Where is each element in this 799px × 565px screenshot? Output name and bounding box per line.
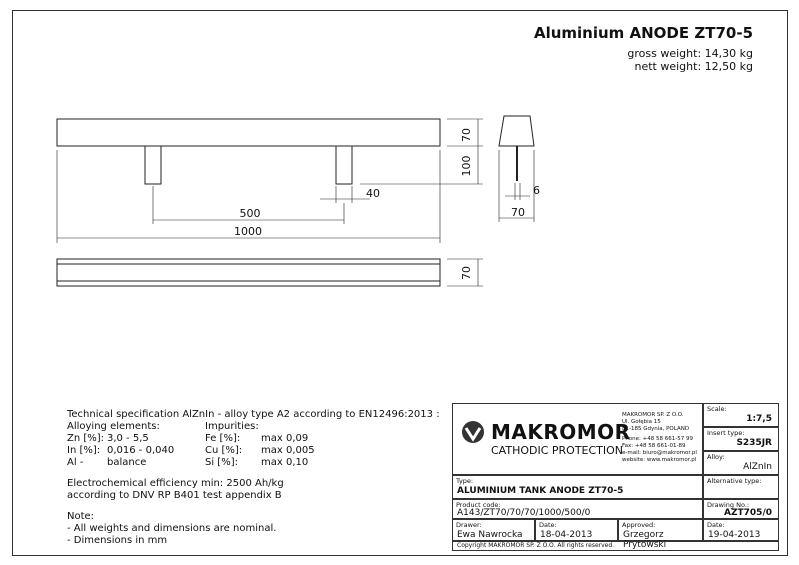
drawing-no-value: AZT705/0	[724, 508, 772, 518]
max: max 0,10	[261, 457, 309, 468]
scale-label: Scale:	[707, 405, 727, 413]
alloy-cell	[703, 451, 779, 475]
date2-value: 19-04-2013	[708, 530, 761, 540]
note-1: - All weights and dimensions are nominal.	[67, 523, 277, 534]
impurity: Cu [%]:	[205, 445, 243, 456]
alloy-value: AlZnIn	[743, 462, 772, 472]
spec-row	[67, 445, 447, 457]
date2-label: Date:	[707, 521, 725, 529]
company-tagline: CATHODIC PROTECTION	[491, 444, 624, 457]
address-line: e-mail: biuro@makromor.pl	[622, 450, 697, 456]
dim-500: 500	[239, 207, 261, 220]
scale-value: 1:7,5	[746, 414, 772, 424]
max: max 0,09	[261, 433, 309, 444]
insert-leg-right	[336, 146, 352, 184]
company-address	[622, 412, 697, 464]
element: Zn [%]:	[67, 433, 105, 444]
address-line: Fax: +48 58 661-01-89	[622, 443, 686, 449]
drawer-cell	[452, 519, 535, 541]
logo-cell	[452, 403, 703, 475]
spec-row	[67, 457, 447, 469]
range: 0,016 - 0,040	[107, 445, 175, 456]
drawer-label: Drawer:	[456, 521, 482, 529]
address-line: Phone: +48 58 661-57 99	[622, 436, 693, 442]
address-line: MAKROMOR SP. Z O.O.	[622, 412, 684, 418]
insert-leg-left	[145, 146, 161, 184]
drawing-no-cell	[703, 499, 779, 519]
product-label: Product code:	[456, 501, 501, 509]
range: balance	[107, 457, 147, 468]
type-value: ALUMINIUM TANK ANODE ZT70-5	[457, 486, 624, 496]
alloy-label: Alloy:	[707, 453, 725, 461]
date2-cell	[703, 519, 779, 541]
type-cell	[452, 475, 703, 499]
makromor-logo-icon	[461, 420, 485, 444]
copyright-cell	[452, 541, 779, 551]
product-value: A143/ZT70/70/70/1000/500/0	[457, 508, 591, 518]
insert-label: Insert type:	[707, 429, 745, 437]
address-line: 81-185 Gdynia, POLAND	[622, 426, 690, 432]
insert-value: S235JR	[736, 438, 772, 448]
dim-70-side: 70	[511, 206, 525, 219]
spec-row	[67, 433, 447, 445]
efficiency-line1: Electrochemical efficiency min: 2500 Ah/kg	[67, 478, 284, 489]
technical-specification	[67, 409, 447, 547]
anode-side-profile	[499, 116, 534, 146]
dim-70-front: 70	[460, 128, 473, 142]
gross-weight: gross weight: 14,30 kg	[627, 47, 753, 60]
note-heading: Note:	[67, 511, 95, 522]
approved-value: Grzegorz Prytowski	[623, 530, 667, 550]
date1-label: Date:	[539, 521, 557, 529]
product-cell	[452, 499, 703, 519]
note-2: - Dimensions in mm	[67, 535, 168, 546]
drawer-value: Ewa Nawrocka	[457, 530, 523, 540]
anode-body-bottom	[57, 259, 440, 286]
element: Al -	[67, 457, 84, 468]
dim-70-bottom: 70	[460, 266, 473, 280]
approved-cell	[618, 519, 703, 550]
dim-100: 100	[460, 155, 473, 177]
drawing-no-label: Drawing No.:	[707, 501, 750, 509]
impurity: Si [%]:	[205, 457, 238, 468]
company-name: MAKROMOR	[491, 420, 631, 444]
max: max 0,005	[261, 445, 315, 456]
nett-weight: nett weight: 12,50 kg	[634, 60, 753, 73]
scale-cell	[703, 403, 779, 427]
spec-heading: Technical specification AlZnIn - alloy type A2 according to EN12496:2013 :	[67, 409, 440, 420]
efficiency-line2: according to DNV RP B401 test appendix B	[67, 490, 282, 501]
dim-40: 40	[366, 187, 380, 200]
impurity: Fe [%]:	[205, 433, 241, 444]
title-block	[452, 403, 779, 551]
impurities-heading: Impurities:	[205, 421, 259, 432]
alt-type-label: Alternative type:	[707, 477, 762, 485]
drawing-title: Aluminium ANODE ZT70-5	[533, 24, 753, 42]
spec-subheadings	[67, 421, 447, 433]
copyright-text: Copyright MAKROMOR SP. Z O.O. All rights reserved.	[457, 542, 615, 549]
alloying-heading: Alloying elements:	[67, 421, 160, 432]
date1-cell	[535, 519, 618, 541]
approved-label: Approved:	[622, 521, 656, 529]
dim-6: 6	[533, 184, 540, 197]
element: In [%]:	[67, 445, 101, 456]
insert-cell	[703, 427, 779, 451]
date1-value: 18-04-2013	[540, 530, 593, 540]
type-label: Type:	[456, 477, 474, 485]
anode-body-front	[57, 119, 440, 146]
weights	[627, 47, 753, 73]
address-line: website: www.makromor.pl	[622, 457, 697, 463]
range: 3,0 - 5,5	[107, 433, 149, 444]
alt-type-cell	[703, 475, 779, 499]
address-line: Ul. Gołębia 15	[622, 419, 661, 425]
dim-1000: 1000	[234, 225, 262, 238]
